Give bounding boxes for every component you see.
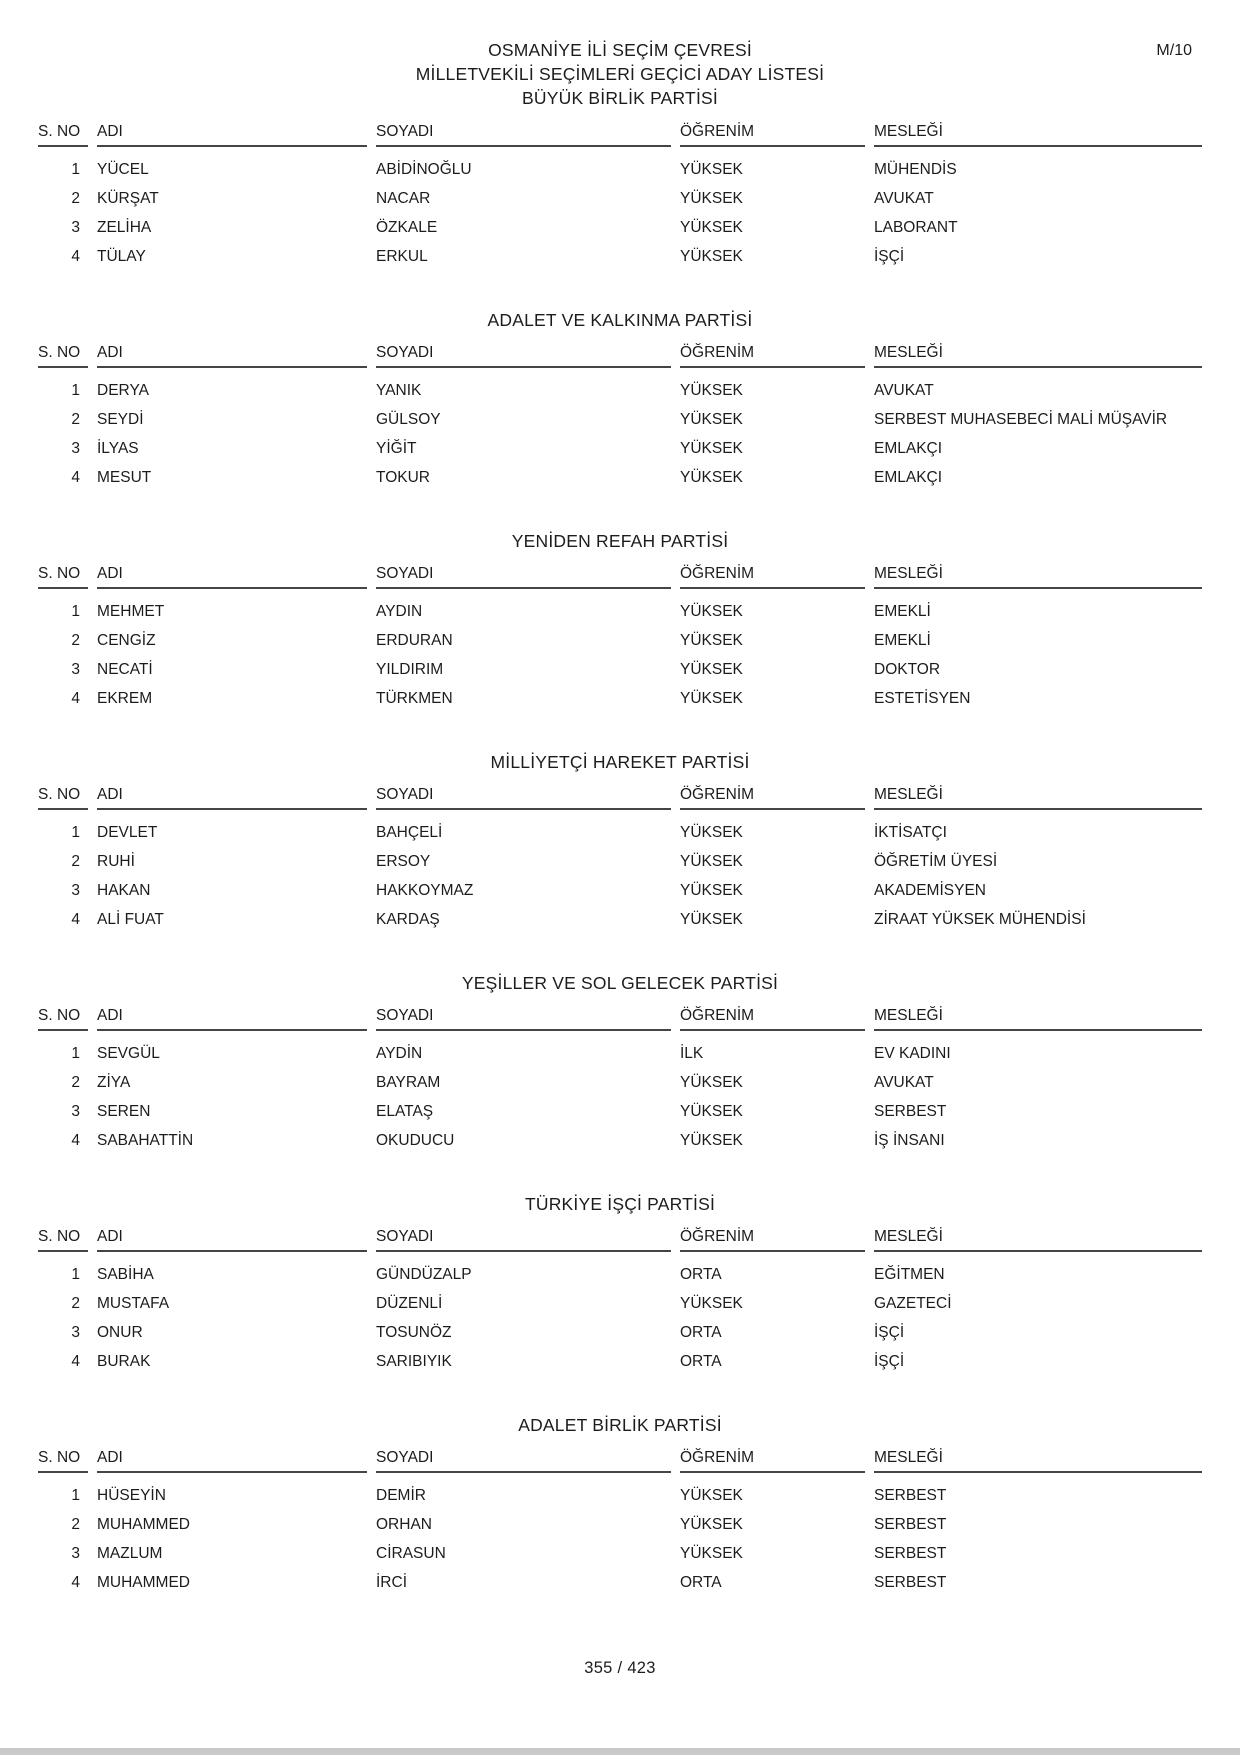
cell-no: 1 <box>71 824 80 841</box>
cell-ogrenim: YÜKSEK <box>680 632 743 649</box>
cell-ogrenim: ORTA <box>680 1574 722 1591</box>
candidate-table <box>38 785 1202 934</box>
cell-soyadi: KARDAŞ <box>376 911 440 928</box>
party-title: BÜYÜK BİRLİK PARTİSİ <box>522 88 718 108</box>
cell-ogrenim: ORTA <box>680 1324 722 1341</box>
column-header-ogrenim: ÖĞRENİM <box>680 1006 865 1031</box>
party-title: MİLLİYETÇİ HAREKET PARTİSİ <box>490 752 750 772</box>
cell-no: 3 <box>71 1103 80 1120</box>
column-header-meslek: MESLEĞİ <box>874 122 1202 147</box>
cell-ogrenim: YÜKSEK <box>680 853 743 870</box>
cell-adi: HAKAN <box>97 882 151 899</box>
column-header-soyadi: SOYADI <box>376 122 671 147</box>
column-header-soyadi: SOYADI <box>376 343 671 368</box>
cell-no: 2 <box>71 190 80 207</box>
cell-meslek: ZİRAAT YÜKSEK MÜHENDİSİ <box>874 911 1086 928</box>
cell-ogrenim: YÜKSEK <box>680 411 743 428</box>
cell-adi: YÜCEL <box>97 161 149 178</box>
cell-soyadi: YILDIRIM <box>376 661 444 678</box>
cell-soyadi: BAHÇELİ <box>376 824 443 841</box>
cell-soyadi: TOSUNÖZ <box>376 1324 452 1341</box>
cell-soyadi: OKUDUCU <box>376 1132 455 1149</box>
cell-soyadi: NACAR <box>376 190 431 207</box>
cell-soyadi: YİĞİT <box>376 440 417 457</box>
page-corner-label: M/10 <box>1156 42 1192 59</box>
cell-ogrenim: ORTA <box>680 1266 722 1283</box>
cell-no: 4 <box>71 1574 80 1591</box>
cell-adi: DERYA <box>97 382 149 399</box>
cell-no: 3 <box>71 219 80 236</box>
cell-meslek: İKTİSATÇI <box>874 824 947 841</box>
cell-ogrenim: YÜKSEK <box>680 824 743 841</box>
cell-meslek: EMEKLİ <box>874 603 931 620</box>
column-header-soyadi: SOYADI <box>376 785 671 810</box>
cell-meslek: SERBEST MUHASEBECİ MALİ MÜŞAVİR <box>874 411 1168 428</box>
cell-soyadi: AYDIN <box>376 603 423 620</box>
cell-soyadi: HAKKOYMAZ <box>376 882 474 899</box>
party-sections-container <box>0 86 1240 1597</box>
cell-ogrenim: YÜKSEK <box>680 1295 743 1312</box>
column-header-adi: ADI <box>97 343 367 368</box>
column-header-soyadi: SOYADI <box>376 1227 671 1252</box>
cell-soyadi: AYDİN <box>376 1045 423 1062</box>
cell-meslek: İŞÇİ <box>874 248 905 265</box>
cell-adi: ALİ FUAT <box>97 911 164 928</box>
cell-meslek: İŞÇİ <box>874 1324 905 1341</box>
cell-no: 1 <box>71 603 80 620</box>
column-header-ogrenim: ÖĞRENİM <box>680 564 865 589</box>
cell-adi: ONUR <box>97 1324 143 1341</box>
cell-meslek: EMLAKÇI <box>874 440 943 457</box>
cell-ogrenim: YÜKSEK <box>680 440 743 457</box>
cell-no: 1 <box>71 1487 80 1504</box>
cell-meslek: EĞİTMEN <box>874 1266 945 1283</box>
column-header-ogrenim: ÖĞRENİM <box>680 1227 865 1252</box>
cell-no: 2 <box>71 411 80 428</box>
cell-meslek: MÜHENDİS <box>874 161 957 178</box>
cell-soyadi: TÜRKMEN <box>376 690 453 707</box>
cell-no: 2 <box>71 1074 80 1091</box>
cell-soyadi: DÜZENLİ <box>376 1295 443 1312</box>
column-header-meslek: MESLEĞİ <box>874 1227 1202 1252</box>
cell-soyadi: DEMİR <box>376 1487 426 1504</box>
party-section <box>0 751 1240 934</box>
cell-meslek: AVUKAT <box>874 382 934 399</box>
cell-adi: SEYDİ <box>97 411 144 428</box>
column-header-no: S. NO <box>38 564 88 589</box>
cell-soyadi: GÜLSOY <box>376 411 441 428</box>
cell-no: 1 <box>71 382 80 399</box>
cell-adi: MAZLUM <box>97 1545 163 1562</box>
candidate-table <box>38 122 1202 271</box>
cell-adi: MEHMET <box>97 603 165 620</box>
cell-adi: SABİHA <box>97 1266 154 1283</box>
page-number: 355 / 423 <box>584 1659 656 1677</box>
cell-meslek: İŞ İNSANI <box>874 1132 945 1149</box>
cell-no: 1 <box>71 1045 80 1062</box>
cell-meslek: GAZETECİ <box>874 1295 952 1312</box>
column-header-soyadi: SOYADI <box>376 564 671 589</box>
cell-ogrenim: YÜKSEK <box>680 190 743 207</box>
cell-no: 4 <box>71 1132 80 1149</box>
cell-no: 3 <box>71 1545 80 1562</box>
column-header-adi: ADI <box>97 1448 367 1473</box>
cell-meslek: AVUKAT <box>874 190 934 207</box>
cell-meslek: SERBEST <box>874 1103 947 1120</box>
cell-no: 4 <box>71 1353 80 1370</box>
party-section <box>0 86 1240 271</box>
cell-meslek: İŞÇİ <box>874 1353 905 1370</box>
cell-no: 2 <box>71 1295 80 1312</box>
cell-ogrenim: YÜKSEK <box>680 882 743 899</box>
column-header-meslek: MESLEĞİ <box>874 1006 1202 1031</box>
cell-no: 3 <box>71 440 80 457</box>
cell-no: 4 <box>71 469 80 486</box>
cell-ogrenim: YÜKSEK <box>680 911 743 928</box>
column-header-no: S. NO <box>38 1448 88 1473</box>
column-header-adi: ADI <box>97 122 367 147</box>
cell-adi: EKREM <box>97 690 153 707</box>
candidate-table <box>38 343 1202 492</box>
cell-no: 3 <box>71 882 80 899</box>
column-header-meslek: MESLEĞİ <box>874 343 1202 368</box>
cell-adi: TÜLAY <box>97 248 146 265</box>
cell-meslek: SERBEST <box>874 1574 947 1591</box>
cell-meslek: SERBEST <box>874 1545 947 1562</box>
cell-adi: ZELİHA <box>97 219 152 236</box>
candidate-table <box>38 564 1202 713</box>
candidate-table <box>38 1227 1202 1376</box>
cell-ogrenim: YÜKSEK <box>680 248 743 265</box>
column-header-ogrenim: ÖĞRENİM <box>680 785 865 810</box>
cell-adi: SEVGÜL <box>97 1045 160 1062</box>
cell-adi: MUHAMMED <box>97 1516 190 1533</box>
cell-soyadi: BAYRAM <box>376 1074 441 1091</box>
cell-no: 1 <box>71 1266 80 1283</box>
column-header-adi: ADI <box>97 1006 367 1031</box>
cell-no: 4 <box>71 690 80 707</box>
column-header-ogrenim: ÖĞRENİM <box>680 1448 865 1473</box>
cell-adi: CENGİZ <box>97 632 156 649</box>
cell-no: 2 <box>71 1516 80 1533</box>
party-title: YENİDEN REFAH PARTİSİ <box>511 531 729 551</box>
cell-ogrenim: YÜKSEK <box>680 1074 743 1091</box>
cell-ogrenim: YÜKSEK <box>680 469 743 486</box>
cell-meslek: DOKTOR <box>874 661 941 678</box>
cell-adi: SABAHATTİN <box>97 1132 194 1149</box>
cell-meslek: LABORANT <box>874 219 958 236</box>
candidate-table <box>38 1448 1202 1597</box>
cell-meslek: AVUKAT <box>874 1074 934 1091</box>
cell-ogrenim: YÜKSEK <box>680 1487 743 1504</box>
column-header-meslek: MESLEĞİ <box>874 785 1202 810</box>
column-header-ogrenim: ÖĞRENİM <box>680 122 865 147</box>
cell-adi: SEREN <box>97 1103 151 1120</box>
party-section <box>0 309 1240 492</box>
party-title: ADALET VE KALKINMA PARTİSİ <box>487 310 753 330</box>
cell-ogrenim: YÜKSEK <box>680 1103 743 1120</box>
cell-no: 3 <box>71 661 80 678</box>
column-header-no: S. NO <box>38 1006 88 1031</box>
cell-no: 4 <box>71 248 80 265</box>
cell-adi: HÜSEYİN <box>97 1487 166 1504</box>
cell-meslek: SERBEST <box>874 1487 947 1504</box>
cell-no: 1 <box>71 161 80 178</box>
cell-meslek: SERBEST <box>874 1516 947 1533</box>
column-header-no: S. NO <box>38 785 88 810</box>
cell-meslek: ÖĞRETİM ÜYESİ <box>874 853 998 870</box>
column-header-adi: ADI <box>97 785 367 810</box>
column-header-adi: ADI <box>97 564 367 589</box>
party-section <box>0 1193 1240 1376</box>
cell-soyadi: ABİDİNOĞLU <box>376 161 472 178</box>
party-title: ADALET BİRLİK PARTİSİ <box>518 1415 722 1435</box>
cell-soyadi: SARIBIYIK <box>376 1353 452 1370</box>
cell-soyadi: ORHAN <box>376 1516 432 1533</box>
page-bottom-edge <box>0 1748 1240 1755</box>
cell-adi: İLYAS <box>97 440 139 457</box>
party-section <box>0 972 1240 1155</box>
column-header-no: S. NO <box>38 122 88 147</box>
cell-no: 2 <box>71 853 80 870</box>
cell-meslek: EMEKLİ <box>874 632 931 649</box>
cell-soyadi: CİRASUN <box>376 1545 446 1562</box>
cell-ogrenim: YÜKSEK <box>680 1516 743 1533</box>
cell-ogrenim: YÜKSEK <box>680 603 743 620</box>
cell-adi: ZİYA <box>97 1074 131 1091</box>
column-header-meslek: MESLEĞİ <box>874 564 1202 589</box>
cell-ogrenim: YÜKSEK <box>680 690 743 707</box>
column-header-adi: ADI <box>97 1227 367 1252</box>
cell-soyadi: ERDURAN <box>376 632 453 649</box>
cell-meslek: AKADEMİSYEN <box>874 882 986 899</box>
column-header-soyadi: SOYADI <box>376 1448 671 1473</box>
cell-ogrenim: YÜKSEK <box>680 382 743 399</box>
cell-ogrenim: YÜKSEK <box>680 161 743 178</box>
column-header-soyadi: SOYADI <box>376 1006 671 1031</box>
cell-meslek: EV KADINI <box>874 1045 951 1062</box>
cell-meslek: ESTETİSYEN <box>874 690 971 707</box>
cell-adi: MUSTAFA <box>97 1295 170 1312</box>
party-title: TÜRKİYE İŞÇİ PARTİSİ <box>524 1194 716 1214</box>
cell-soyadi: ERSOY <box>376 853 431 870</box>
cell-ogrenim: YÜKSEK <box>680 219 743 236</box>
cell-ogrenim: YÜKSEK <box>680 1132 743 1149</box>
cell-soyadi: YANIK <box>376 382 422 399</box>
cell-ogrenim: YÜKSEK <box>680 1545 743 1562</box>
cell-soyadi: ERKUL <box>376 248 428 265</box>
cell-no: 4 <box>71 911 80 928</box>
party-section <box>0 530 1240 713</box>
cell-adi: RUHİ <box>97 853 135 870</box>
cell-adi: KÜRŞAT <box>97 190 159 207</box>
cell-adi: MUHAMMED <box>97 1574 190 1591</box>
cell-ogrenim: İLK <box>680 1045 704 1062</box>
column-header-no: S. NO <box>38 343 88 368</box>
cell-soyadi: ÖZKALE <box>376 219 438 236</box>
cell-soyadi: GÜNDÜZALP <box>376 1266 472 1283</box>
cell-soyadi: İRCİ <box>376 1574 407 1591</box>
doc-title-line2: MİLLETVEKİLİ SEÇİMLERİ GEÇİCİ ADAY LİSTESİ <box>415 64 825 84</box>
document-title <box>0 0 1240 86</box>
candidate-table <box>38 1006 1202 1155</box>
cell-meslek: EMLAKÇI <box>874 469 943 486</box>
cell-adi: MESUT <box>97 469 152 486</box>
party-title: YEŞİLLER VE SOL GELECEK PARTİSİ <box>461 973 779 993</box>
cell-soyadi: ELATAŞ <box>376 1103 434 1120</box>
cell-adi: BURAK <box>97 1353 151 1370</box>
cell-no: 3 <box>71 1324 80 1341</box>
cell-ogrenim: ORTA <box>680 1353 722 1370</box>
column-header-no: S. NO <box>38 1227 88 1252</box>
doc-title-line1: OSMANİYE İLİ SEÇİM ÇEVRESİ <box>488 40 752 60</box>
cell-no: 2 <box>71 632 80 649</box>
cell-soyadi: TOKUR <box>376 469 430 486</box>
cell-adi: NECATİ <box>97 661 153 678</box>
column-header-ogrenim: ÖĞRENİM <box>680 343 865 368</box>
cell-adi: DEVLET <box>97 824 158 841</box>
cell-ogrenim: YÜKSEK <box>680 661 743 678</box>
party-section <box>0 1414 1240 1597</box>
column-header-meslek: MESLEĞİ <box>874 1448 1202 1473</box>
